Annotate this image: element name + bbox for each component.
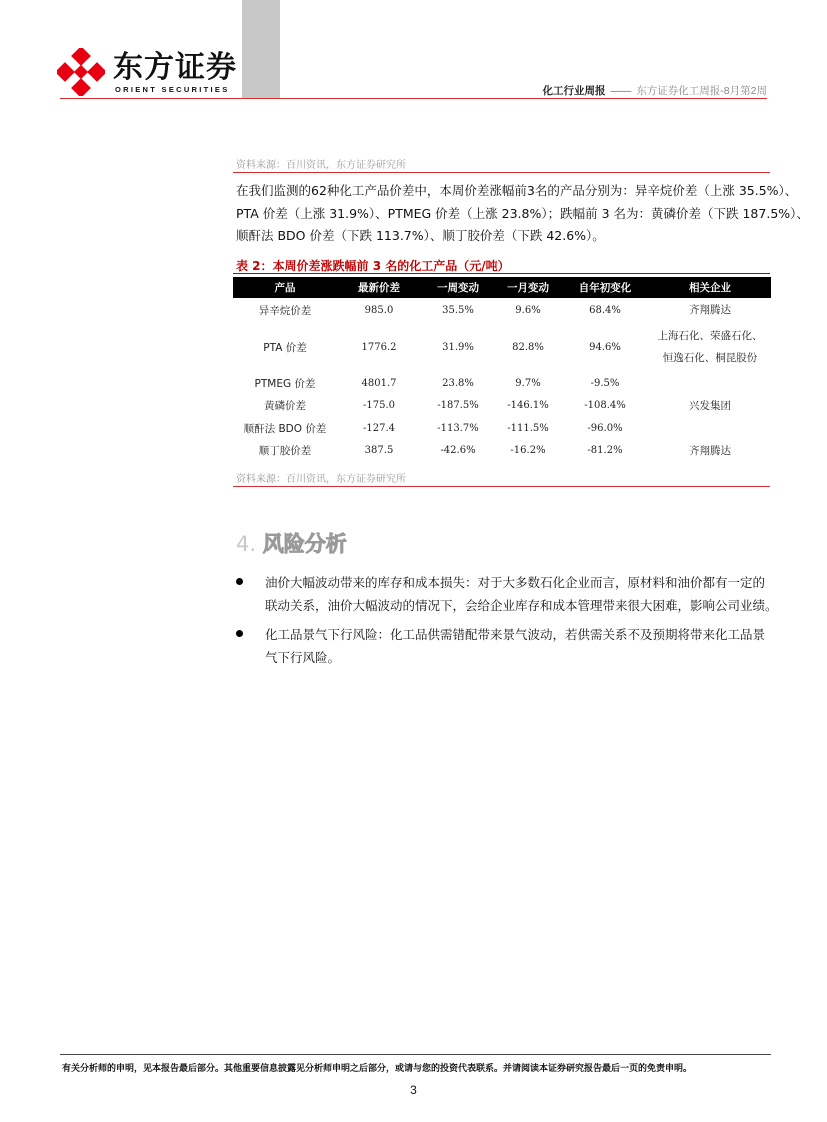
bullet-text bbox=[265, 571, 785, 617]
bullet-dot-icon bbox=[236, 630, 243, 637]
column-header: 最新价差 bbox=[337, 277, 421, 298]
summary-paragraph bbox=[236, 180, 809, 248]
company-line: 兴发集团 bbox=[689, 399, 731, 412]
month-change-cell: 9.6% bbox=[515, 304, 541, 316]
company-cell bbox=[649, 395, 771, 418]
ytd-change-cell: 94.6% bbox=[589, 341, 621, 353]
section-heading bbox=[236, 528, 347, 558]
table-source-rule bbox=[233, 486, 770, 487]
paragraph-line: 顺酐法 BDO 价差（下跌 113.7%）、顺丁胶价差（下跌 42.6%）。 bbox=[236, 228, 605, 243]
company-cell bbox=[649, 440, 771, 463]
column-header: 一周变动 bbox=[421, 277, 495, 298]
table-header-row bbox=[233, 277, 771, 298]
bullet-line: 联动关系，油价大幅波动的情况下，会给企业库存和成本管理带来很大困难，影响公司业绩。 bbox=[265, 598, 778, 613]
month-change-cell: -146.1% bbox=[507, 400, 549, 412]
section-number: 4. bbox=[236, 532, 257, 556]
week-change-cell: -42.6% bbox=[440, 445, 476, 457]
table-row bbox=[233, 322, 771, 372]
bullet-dot-icon bbox=[236, 578, 243, 585]
company-cell bbox=[649, 298, 771, 322]
source-note-top: 资料来源：百川资讯，东方证券研究所 bbox=[236, 160, 406, 171]
source-rule-top bbox=[233, 172, 770, 173]
paragraph-line: PTA 价差（上涨 31.9%）、PTMEG 价差（上涨 23.8%）；跌幅前 3 名为：黄磷价差（下跌 187.5%）、 bbox=[236, 205, 809, 221]
page-number: 3 bbox=[410, 1083, 417, 1097]
table-source-note: 资料来源：百川资讯，东方证券研究所 bbox=[236, 474, 406, 485]
logo-chinese-name: 东方证券 bbox=[113, 50, 237, 85]
header-gray-tab bbox=[242, 0, 280, 98]
product-cell: 顺丁胶价差 bbox=[258, 445, 312, 458]
ytd-change-cell: -96.0% bbox=[587, 422, 623, 434]
product-cell: PTA 价差 bbox=[263, 341, 307, 354]
month-change-cell: 9.7% bbox=[515, 377, 541, 389]
bullet-line: 油价大幅波动带来的库存和成本损失：对于大多数石化企业而言，原材料和油价都有一定的 bbox=[265, 575, 766, 590]
table-row bbox=[233, 440, 771, 463]
header-separator: —— bbox=[610, 85, 632, 97]
latest-spread-cell: -127.4 bbox=[362, 422, 395, 434]
company-line: 齐翔腾达 bbox=[689, 304, 731, 316]
footer-rule bbox=[60, 1054, 771, 1055]
ytd-change-cell: -81.2% bbox=[587, 445, 623, 457]
column-header: 相关企业 bbox=[649, 277, 771, 298]
report-header-title bbox=[542, 83, 767, 98]
table-title: 表 2：本周价差涨跌幅前 3 名的化工产品（元/吨） bbox=[236, 259, 510, 273]
product-cell: 黄磷价差 bbox=[264, 400, 306, 413]
company-cell bbox=[649, 417, 771, 440]
week-change-cell: 31.9% bbox=[442, 341, 474, 353]
product-cell: PTMEG 价差 bbox=[254, 377, 316, 390]
table-row bbox=[233, 395, 771, 418]
month-change-cell: 82.8% bbox=[512, 341, 544, 353]
section-title: 风险分析 bbox=[262, 532, 347, 556]
table-row bbox=[233, 298, 771, 322]
bullet-line: 化工品景气下行风险：化工品供需错配带来景气波动，若供需关系不及预期将带来化工品景 bbox=[265, 627, 766, 642]
column-header: 自年初变化 bbox=[561, 277, 649, 298]
bullet-text bbox=[265, 623, 785, 669]
company-line: 恒逸石化、桐昆股份 bbox=[662, 352, 758, 364]
company-logo bbox=[57, 48, 237, 98]
latest-spread-cell: -175.0 bbox=[362, 400, 395, 412]
table-title-rule bbox=[233, 273, 770, 274]
week-change-cell: 35.5% bbox=[442, 304, 474, 316]
company-cell bbox=[649, 322, 771, 372]
report-type: 化工行业周报 bbox=[542, 85, 606, 97]
logo-english-name: ORIENT SECURITIES bbox=[115, 85, 230, 94]
footer-disclaimer: 有关分析师的申明，见本报告最后部分。其他重要信息披露见分析师申明之后部分，或请与您的投资代表联系。并请阅读本证券研究报告最后一页的免责申明。 bbox=[62, 1064, 693, 1074]
latest-spread-cell: 985.0 bbox=[364, 304, 394, 316]
header-rule bbox=[60, 98, 767, 99]
column-header: 一月变动 bbox=[495, 277, 561, 298]
latest-spread-cell: 387.5 bbox=[364, 445, 394, 457]
product-cell: 顺酐法 BDO 价差 bbox=[243, 422, 327, 435]
company-line: 上海石化、荣盛石化、 bbox=[657, 330, 763, 342]
latest-spread-cell: 1776.2 bbox=[361, 341, 397, 353]
month-change-cell: -16.2% bbox=[510, 445, 546, 457]
table-row bbox=[233, 372, 771, 395]
week-change-cell: -113.7% bbox=[437, 422, 479, 434]
bullet-line: 气下行风险。 bbox=[265, 650, 341, 665]
month-change-cell: -111.5% bbox=[507, 422, 549, 434]
week-change-cell: -187.5% bbox=[437, 400, 479, 412]
latest-spread-cell: 4801.7 bbox=[361, 377, 397, 389]
orient-logo-icon bbox=[57, 48, 105, 96]
ytd-change-cell: 68.4% bbox=[589, 304, 621, 316]
ytd-change-cell: -108.4% bbox=[584, 400, 626, 412]
paragraph-line: 在我们监测的62种化工产品价差中，本周价差涨幅前3名的产品分别为：异辛烷价差（上涨 35.5%）、 bbox=[236, 183, 798, 198]
company-line: 齐翔腾达 bbox=[689, 444, 731, 457]
table-row bbox=[233, 417, 771, 440]
report-subtitle: 东方证券化工周报-8月第2周 bbox=[636, 85, 767, 97]
column-header: 产品 bbox=[233, 277, 337, 298]
product-cell: 异辛烷价差 bbox=[258, 304, 312, 317]
week-change-cell: 23.8% bbox=[442, 377, 474, 389]
company-cell bbox=[649, 372, 771, 395]
price-spread-table bbox=[233, 277, 771, 462]
ytd-change-cell: -9.5% bbox=[590, 377, 620, 389]
